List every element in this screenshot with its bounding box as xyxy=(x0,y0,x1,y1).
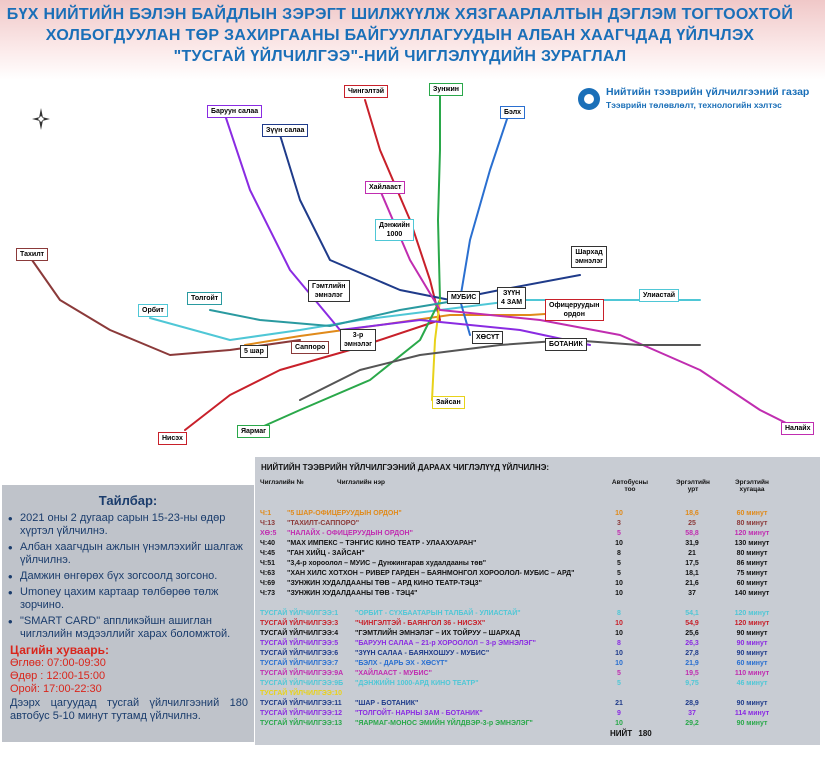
stop-botanik[interactable]: БОТАНИК xyxy=(545,338,587,351)
table-cell-name: "НАЛАЙХ - ОФИЦЕРУУДЫН ОРДОН" xyxy=(287,530,413,537)
table-row xyxy=(255,619,820,629)
table-cell-length: 54,9 xyxy=(685,620,699,627)
table-cell-code: ТУСГАЙ ҮЙЛЧИЛГЭЭ:12 xyxy=(260,710,342,717)
header-bus: Автобусны тоо xyxy=(611,479,649,493)
table-row xyxy=(255,529,820,539)
table-row xyxy=(255,579,820,589)
table-cell-bus: 5 xyxy=(617,680,621,687)
table-cell-length: 21 xyxy=(688,550,696,557)
table-row xyxy=(255,659,820,669)
table-cell-interval: 90 минут xyxy=(736,700,768,707)
table-cell-interval: 80 минут xyxy=(736,520,768,527)
table-cell-interval: 130 минут xyxy=(734,540,770,547)
stop-zaisan[interactable]: Зайсан xyxy=(432,396,465,409)
table-row xyxy=(255,609,820,619)
stop-takhilt[interactable]: Тахилт xyxy=(16,248,48,261)
stop-zuun-salaa[interactable]: Зүүн салаа xyxy=(262,124,308,137)
table-cell-bus: 10 xyxy=(615,590,623,597)
table-cell-bus: 9 xyxy=(617,710,621,717)
table-cell-code: Ч:1 xyxy=(260,510,272,517)
table-cell-bus: 5 xyxy=(617,530,621,537)
table-cell-bus: 10 xyxy=(615,540,623,547)
table-cell-interval: 90 минут xyxy=(736,630,768,637)
total-value: 180 xyxy=(638,729,652,738)
stop-orbit[interactable]: Орбит xyxy=(138,304,168,317)
table-cell-name: "ГЭМТЛИЙН ЭМНЭЛЭГ – ИХ ТОЙРУУ – ШАРХАД xyxy=(355,630,521,637)
table-cell-name: "ЗУНЖИН ХУДАЛДААНЫ ТӨВ – АРД КИНО ТЕАТР-ТЭЦ3" xyxy=(287,580,482,587)
table-cell-code: ТУСГАЙ ҮЙЛЧИЛГЭЭ:7 xyxy=(260,660,339,667)
legend-item: • Umoney цахим картаар төлбөрөө төлж зорчино. xyxy=(8,586,250,612)
table-cell-interval: 90 минут xyxy=(736,720,768,727)
table-cell-interval: 90 минут xyxy=(736,640,768,647)
page-title: БҮХ НИЙТИЙН БЭЛЭН БАЙДЛЫН ЗЭРЭГТ ШИЛЖҮҮЛЖ ХЯЗГААРЛАЛТЫН ДЭГЛЭМ ТОГТООХТОЙ xyxy=(6,6,794,23)
table-cell-bus: 21 xyxy=(615,700,623,707)
table-cell-length: 29,2 xyxy=(685,720,699,727)
table-cell-length: 17,5 xyxy=(685,560,699,567)
table-cell-name: "ХАЙЛААСТ - МУБИС" xyxy=(355,670,432,677)
table-row xyxy=(255,679,820,689)
table-cell-name: "ЗУНЖИН ХУДАЛДААНЫ ТӨВ - ТЭЦ4" xyxy=(287,590,418,597)
stop-nalaikh[interactable]: Налайх xyxy=(781,422,814,435)
stop-chingeltei[interactable]: Чингэлтэй xyxy=(344,85,388,98)
table-cell-code: ТУСГАЙ ҮЙЛЧИЛГЭЭ:5 xyxy=(260,640,339,647)
table-cell-bus: 10 xyxy=(615,660,623,667)
table-cell-bus: 10 xyxy=(615,650,623,657)
table-cell-name: "ШАР - БОТАНИК" xyxy=(355,700,419,707)
table-cell-name: "МАХ ИМПЕКС – ТЭНГИС КИНО ТЕАТР - УЛААХУАРАН" xyxy=(287,540,477,547)
header-name: Чиглэлийн нэр xyxy=(337,479,386,486)
table-cell-name: "БЭЛХ - ДАРЬ ЭХ - ХӨСҮТ" xyxy=(355,660,448,667)
stop-khailaast[interactable]: Хайлааст xyxy=(365,181,405,194)
table-cell-code: ТУСГАЙ ҮЙЛЧИЛГЭЭ:4 xyxy=(260,630,339,637)
table-cell-length: 21,9 xyxy=(685,660,699,667)
table-cell-bus: 10 xyxy=(615,580,623,587)
table-row xyxy=(255,539,820,549)
table-cell-interval: 120 минут xyxy=(734,620,770,627)
table-cell-length: 19,5 xyxy=(685,670,699,677)
schedule-block xyxy=(10,643,109,696)
table-cell-code: Ч:69 xyxy=(260,580,276,587)
table-row xyxy=(255,639,820,649)
table-cell-interval: 140 минут xyxy=(734,590,770,597)
stop-uliastai[interactable]: Улиастай xyxy=(639,289,679,302)
table-cell-name: "ЯАРМАГ-МОНОС ЭМИЙН ҮЙЛДВЭР-3-р ЭМНЭЛЭГ" xyxy=(355,720,533,727)
stop-nisekh[interactable]: Нисэх xyxy=(158,432,187,445)
table-cell-length: 58,8 xyxy=(685,530,699,537)
table-row xyxy=(255,629,820,639)
stop-gemtel[interactable]: Гэмтлийн эмнэлэг xyxy=(308,280,350,302)
table-cell-length: 26,3 xyxy=(685,640,699,647)
table-row xyxy=(255,589,820,599)
table-cell-code: ХӨ:5 xyxy=(260,530,277,537)
stop-zunjin[interactable]: Зунжин xyxy=(429,83,463,96)
table-total xyxy=(610,729,652,738)
table-cell-interval: 114 минут xyxy=(734,710,770,717)
table-cell-name: "5 ШАР-ОФИЦЕРУУДЫН ОРДОН" xyxy=(287,510,402,517)
table-cell-code: ТУСГАЙ ҮЙЛЧИЛГЭЭ:3 xyxy=(260,620,339,627)
table-cell-length: 21,6 xyxy=(685,580,699,587)
legend-note: Дээрх цагуудад тусгай үйлчилгээний 180 автобус 5-10 минут тутамд үйлчилнэ. xyxy=(10,697,248,722)
stop-sharkhad[interactable]: Шархад эмнэлэг xyxy=(571,246,607,268)
stop-denjiin-1000[interactable]: Дэнжийн 1000 xyxy=(375,219,414,241)
table-cell-interval: 60 минут xyxy=(736,580,768,587)
table-title: НИЙТИЙН ТЭЭВРИЙН ҮЙЛЧИЛГЭЭНИЙ ДАРААХ ЧИГЛЭЛҮҮД ҮЙЛЧИЛНЭ: xyxy=(261,463,550,472)
total-label: НИЙТ xyxy=(610,729,633,738)
header-interval: Эргэлтийн хугацаа xyxy=(735,479,769,493)
table-cell-code: Ч:45 xyxy=(260,550,276,557)
legend-item: • Албан хаагчдын ажлын үнэмлэхийг шалгаж үйлчилнэ. xyxy=(8,541,250,567)
table-cell-name: "ТОЛГОЙТ- НАРНЫ ЗАМ - БОТАНИК" xyxy=(355,710,483,717)
table-cell-name: "БАРУУН САЛАА – 21-р ХОРООЛОЛ – 3-р ЭМНЭЛЭГ" xyxy=(355,640,536,647)
table-cell-bus: 5 xyxy=(617,560,621,567)
table-row xyxy=(255,519,820,529)
table-cell-code: Ч:13 xyxy=(260,520,276,527)
table-cell-bus: 8 xyxy=(617,550,621,557)
route-line-red xyxy=(185,100,440,430)
table-cell-code: Ч:40 xyxy=(260,540,276,547)
table-cell-length: 31,9 xyxy=(685,540,699,547)
stop-mubis[interactable]: МУБИС xyxy=(447,291,480,304)
table-row xyxy=(255,549,820,559)
table-cell-length: 9,75 xyxy=(685,680,699,687)
table-cell-bus: 10 xyxy=(615,630,623,637)
stop-tolgoit[interactable]: Толгойт xyxy=(187,292,222,305)
table-cell-code: ТУСГАЙ ҮЙЛЧИЛГЭЭ:11 xyxy=(260,700,342,707)
table-cell-interval: 75 минут xyxy=(736,570,768,577)
schedule-row: Орой: 17:00-22:30 xyxy=(10,683,102,695)
table-cell-bus: 8 xyxy=(617,640,621,647)
table-cell-code: ТУСГАЙ ҮЙЛЧИЛГЭЭ:9Б xyxy=(260,680,344,687)
table-cell-name: "ДЭНЖИЙН 1000-АРД КИНО ТЕАТР" xyxy=(355,680,479,687)
table-row xyxy=(255,509,820,519)
table-row xyxy=(255,719,820,729)
table-cell-code: ТУСГАЙ ҮЙЛЧИЛГЭЭ:1 xyxy=(260,610,339,617)
table-cell-length: 18,1 xyxy=(685,570,699,577)
table-row xyxy=(255,649,820,659)
legend-item: • Дамжин өнгөрөх бүх зогсоолд зогсоно. xyxy=(8,570,250,583)
table-cell-name: "ГАН ХИЙЦ - ЗАЙСАН" xyxy=(287,550,365,557)
table-cell-length: 27,8 xyxy=(685,650,699,657)
table-cell-bus: 3 xyxy=(617,520,621,527)
table-cell-interval: 60 минут xyxy=(736,510,768,517)
table-cell-bus: 10 xyxy=(615,510,623,517)
table-row xyxy=(255,699,820,709)
table-cell-code: Ч:63 xyxy=(260,570,276,577)
route-line-navy xyxy=(280,135,580,300)
table-cell-name: "ТАХИЛТ-САППОРО" xyxy=(287,520,360,527)
table-cell-interval: 90 минут xyxy=(736,650,768,657)
table-cell-bus: 10 xyxy=(615,720,623,727)
schedule-title: Цагийн хуваарь: xyxy=(10,643,109,657)
table-cell-length: 18,6 xyxy=(685,510,699,517)
stop-zuun-4-zam[interactable]: ЗҮҮН 4 ЗАМ xyxy=(497,287,526,309)
table-cell-code: ТУСГАЙ ҮЙЛЧИЛГЭЭ:9А xyxy=(260,670,344,677)
table-cell-length: 28,9 xyxy=(685,700,699,707)
table-cell-length: 54,1 xyxy=(685,610,699,617)
table-cell-bus: 5 xyxy=(617,670,621,677)
table-cell-bus: 10 xyxy=(615,620,623,627)
table-cell-code: Ч:51 xyxy=(260,560,276,567)
stop-khosut[interactable]: ХӨСҮТ xyxy=(472,331,503,344)
header-code: Чиглэлийн № xyxy=(260,479,304,486)
table-row xyxy=(255,689,820,699)
stop-5-shar[interactable]: 5 шар xyxy=(240,345,268,358)
stop-belkh[interactable]: Бэлх xyxy=(500,106,525,119)
table-cell-bus: 5 xyxy=(617,570,621,577)
table-cell-name: "ЧИНГЭЛТЭЙ - БАЯНГОЛ 36 - НИСЭХ" xyxy=(355,620,486,627)
organization-name: Нийтийн тээврийн үйлчилгээний газар xyxy=(606,86,810,98)
table-cell-length: 25,6 xyxy=(685,630,699,637)
table-cell-length: 37 xyxy=(688,590,696,597)
table-cell-code: ТУСГАЙ ҮЙЛЧИЛГЭЭ:10 xyxy=(260,690,342,697)
page-title-line3: "ТУСГАЙ ҮЙЛЧИЛГЭЭ"-НИЙ ЧИГЛЭЛҮҮДИЙН ЗУРАГЛАЛ xyxy=(173,48,627,65)
table-row xyxy=(255,709,820,719)
stop-3r-emneleg[interactable]: 3-р эмнэлэг xyxy=(340,329,376,351)
stop-sapporo[interactable]: Саппоро xyxy=(291,341,329,354)
table-row xyxy=(255,559,820,569)
header-length: Эргэлтийн урт xyxy=(676,479,710,493)
stop-yarmag[interactable]: Яармаг xyxy=(237,425,270,438)
legend-item: • "SMART CARD" аппликэйшн ашиглан чиглэлийн мэдээллийг харах боломжтой. xyxy=(8,615,250,641)
table-cell-interval: 120 минут xyxy=(734,530,770,537)
table-cell-interval: 120 минут xyxy=(734,610,770,617)
legend-list xyxy=(8,512,250,644)
table-cell-name: "ХАН ХИЛС ХОТХОН – РИВЕР ГАРДЕН – БАЯНМОНГОЛ ХОРООЛОЛ- МУБИС – АРД" xyxy=(287,570,575,577)
table-cell-code: ТУСГАЙ ҮЙЛЧИЛГЭЭ:6 xyxy=(260,650,339,657)
table-cell-name: "ЗҮҮН САЛАА - БАЯНХОШУУ - МУБИС" xyxy=(355,650,490,657)
routes-table xyxy=(255,457,820,745)
page-title-line2: ХОЛБОГДУУЛАН ТӨР ЗАХИРГААНЫ БАЙГУУЛЛАГУУДЫН АЛБАН ХААГЧДАД ҮЙЛЧЛЭХ xyxy=(45,27,755,44)
stop-baruun-salaa[interactable]: Баруун салаа xyxy=(207,105,262,118)
legend-item: • 2021 оны 2 дугаар сарын 15-23-ны өдөр хүртэл үйлчилнэ. xyxy=(8,512,250,538)
table-cell-interval: 80 минут xyxy=(736,550,768,557)
table-row xyxy=(255,669,820,679)
schedule-row: Өдөр : 12:00-15:00 xyxy=(10,670,106,682)
organization-subtitle: Тээврийн төлөвлөлт, технологийн хэлтэс xyxy=(606,100,782,110)
table-cell-interval: 86 минут xyxy=(736,560,768,567)
legend-title: Тайлбар: xyxy=(98,493,158,508)
table-cell-name: "3,4-р хороолол – МУИС – Дунжингарав худалдааны төв" xyxy=(287,560,487,567)
table-row xyxy=(255,569,820,579)
table-cell-interval: 60 минут xyxy=(736,660,768,667)
table-cell-code: Ч:73 xyxy=(260,590,276,597)
table-cell-code: ТУСГАЙ ҮЙЛЧИЛГЭЭ:13 xyxy=(260,720,342,727)
schedule-row: Өглөө: 07:00-09:30 xyxy=(10,657,106,669)
table-cell-length: 25 xyxy=(688,520,696,527)
table-cell-interval: 46 минут xyxy=(736,680,768,687)
table-cell-length: 37 xyxy=(688,710,696,717)
table-cell-bus: 8 xyxy=(617,610,621,617)
table-cell-name: "ОРБИТ - СҮХБААТАРЫН ТАЛБАЙ - УЛИАСТАЙ" xyxy=(355,610,521,617)
table-cell-interval: 110 минут xyxy=(734,670,770,677)
stop-ofitseruudyn-ordon[interactable]: Офицеруудын ордон xyxy=(545,299,604,321)
